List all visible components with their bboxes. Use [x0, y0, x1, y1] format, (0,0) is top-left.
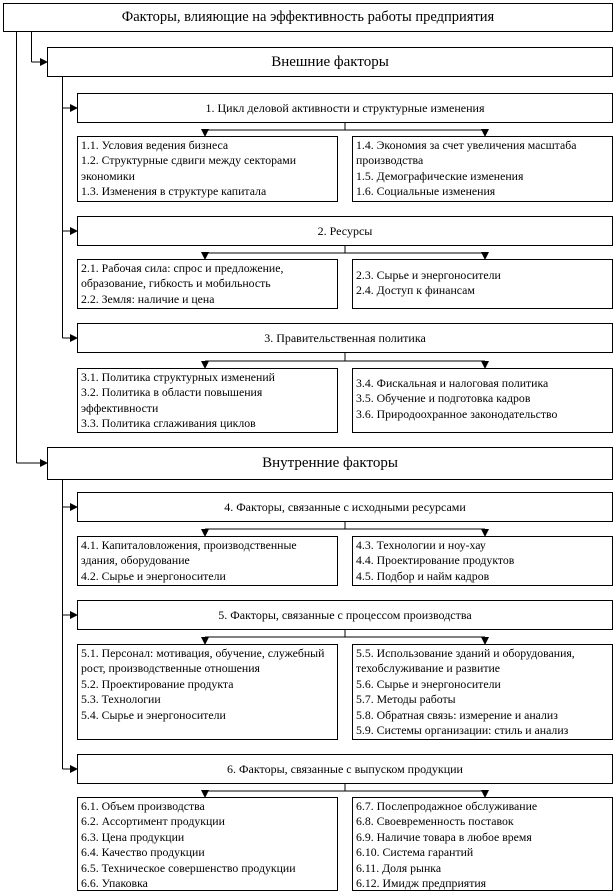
- group-1-left-item: 1.1. Условия ведения бизнеса: [81, 138, 229, 152]
- group-3-right-box: [352, 368, 613, 433]
- group-2-right-box: [352, 259, 613, 309]
- group-1-right-item: 1.5. Демографические изменения: [356, 168, 524, 183]
- group-6-right-box: [352, 797, 613, 891]
- group-1-right-item: 1.4. Экономия за счет увеличения масштаба производства: [356, 138, 577, 168]
- group-4-left-item: 4.2. Сырье и энергоносители: [81, 568, 226, 583]
- group-1-left-box: [77, 136, 338, 202]
- group-6-left-item: 6.3. Цена продукции: [81, 829, 185, 844]
- internal-factors-box: Внутренние факторы: [47, 447, 613, 480]
- group-5-right-item: 5.7. Методы работы: [356, 692, 456, 707]
- group-5-title-box: 5. Факторы, связанные с процессом производства: [77, 600, 613, 630]
- group-5-left-item: 5.3. Технологии: [81, 692, 161, 707]
- group-5-left-item: 5.2. Проектирование продукта: [81, 676, 234, 691]
- group-1-right-box: [352, 136, 613, 202]
- group-6-right-item: 6.11. Доля рынка: [356, 860, 442, 875]
- group-5-right-item: 5.6. Сырье и энергоносители: [356, 676, 501, 691]
- group-5-right-box: [352, 644, 613, 740]
- group-4-title-box: 4. Факторы, связанные с исходными ресурсами: [77, 492, 613, 522]
- group-6-left-item: 6.6. Упаковка: [81, 876, 148, 891]
- group-2-left-box: [77, 259, 338, 309]
- external-factors-box: Внешние факторы: [47, 47, 613, 77]
- group-4-right-item: 4.5. Подбор и найм кадров: [356, 568, 490, 583]
- group-2-right-item: 2.4. Доступ к финансам: [356, 283, 475, 298]
- group-5-right-item: 5.9. Системы организации: стиль и анализ: [356, 723, 569, 738]
- group-3-left-box: [77, 368, 338, 433]
- group-2-title-box: 2. Ресурсы: [77, 216, 613, 246]
- group-1-left-item: 1.3. Изменения в структуре капитала: [81, 184, 267, 199]
- group-4-left-item: 4.1. Капиталовложения, производственные здания, оборудование: [81, 538, 297, 568]
- group-6-right-item: 6.8. Своевременность поставок: [356, 814, 514, 829]
- group-4-left-box: [77, 536, 338, 586]
- group-6-left-item: 6.4. Качество продукции: [81, 845, 205, 860]
- group-5-right-item: 5.8. Обратная связь: измерение и анализ: [356, 707, 558, 722]
- group-6-left-item: 6.5. Техническое совершенство продукции: [81, 860, 296, 875]
- group-6-right-item: 6.12. Имидж предприятия: [356, 876, 487, 891]
- group-5-right-item: 5.5. Использование зданий и оборудования, техобслуживание и развитие: [356, 646, 575, 676]
- group-3-right-item: 3.6. Природоохранное законодательство: [356, 406, 558, 421]
- group-1-right-item: 1.6. Социальные изменения: [356, 184, 496, 199]
- diagram-title-box: Факторы, влияющие на эффективность работы предприятия: [3, 3, 613, 32]
- group-3-right-item: 3.5. Обучение и подготовка кадров: [356, 391, 531, 406]
- group-4-right-item: 4.3. Технологии и ноу-хау: [356, 538, 486, 552]
- group-3-left-item: 3.3. Политика сглаживания циклов: [81, 416, 256, 431]
- group-5-left-box: [77, 644, 338, 740]
- group-6-title-box: 6. Факторы, связанные с выпуском продукции: [77, 754, 613, 784]
- group-2-left-item: 2.2. Земля: наличие и цена: [81, 291, 215, 306]
- group-2-right-item: 2.3. Сырье и энергоносители: [356, 268, 501, 282]
- group-1-left-item: 1.2. Структурные сдвиги между секторами экономики: [81, 153, 297, 183]
- group-6-left-box: [77, 797, 338, 891]
- group-6-left-item: 6.2. Ассортимент продукции: [81, 814, 225, 829]
- group-5-left-item: 5.1. Персонал: мотивация, обучение, служебный рост, производственные отношения: [81, 646, 325, 676]
- group-5-left-item: 5.4. Сырье и энергоносители: [81, 707, 226, 722]
- group-3-left-item: 3.2. Политика в области повышения эффективности: [81, 385, 263, 415]
- group-1-title-box: 1. Цикл деловой активности и структурные изменения: [77, 93, 613, 123]
- group-2-left-item: 2.1. Рабочая сила: спрос и предложение, образование, гибкость и мобильность: [81, 261, 284, 291]
- group-3-right-item: 3.4. Фискальная и налоговая политика: [356, 376, 549, 390]
- group-6-right-item: 6.7. Послепродажное обслуживание: [356, 799, 538, 813]
- group-6-right-item: 6.9. Наличие товара в любое время: [356, 829, 532, 844]
- group-4-right-box: [352, 536, 613, 586]
- group-4-right-item: 4.4. Проектирование продуктов: [356, 553, 515, 568]
- group-6-right-item: 6.10. Система гарантий: [356, 845, 474, 860]
- group-3-left-item: 3.1. Политика структурных изменений: [81, 370, 275, 384]
- group-3-title-box: 3. Правительственная политика: [77, 323, 613, 353]
- group-6-left-item: 6.1. Объем производства: [81, 799, 205, 813]
